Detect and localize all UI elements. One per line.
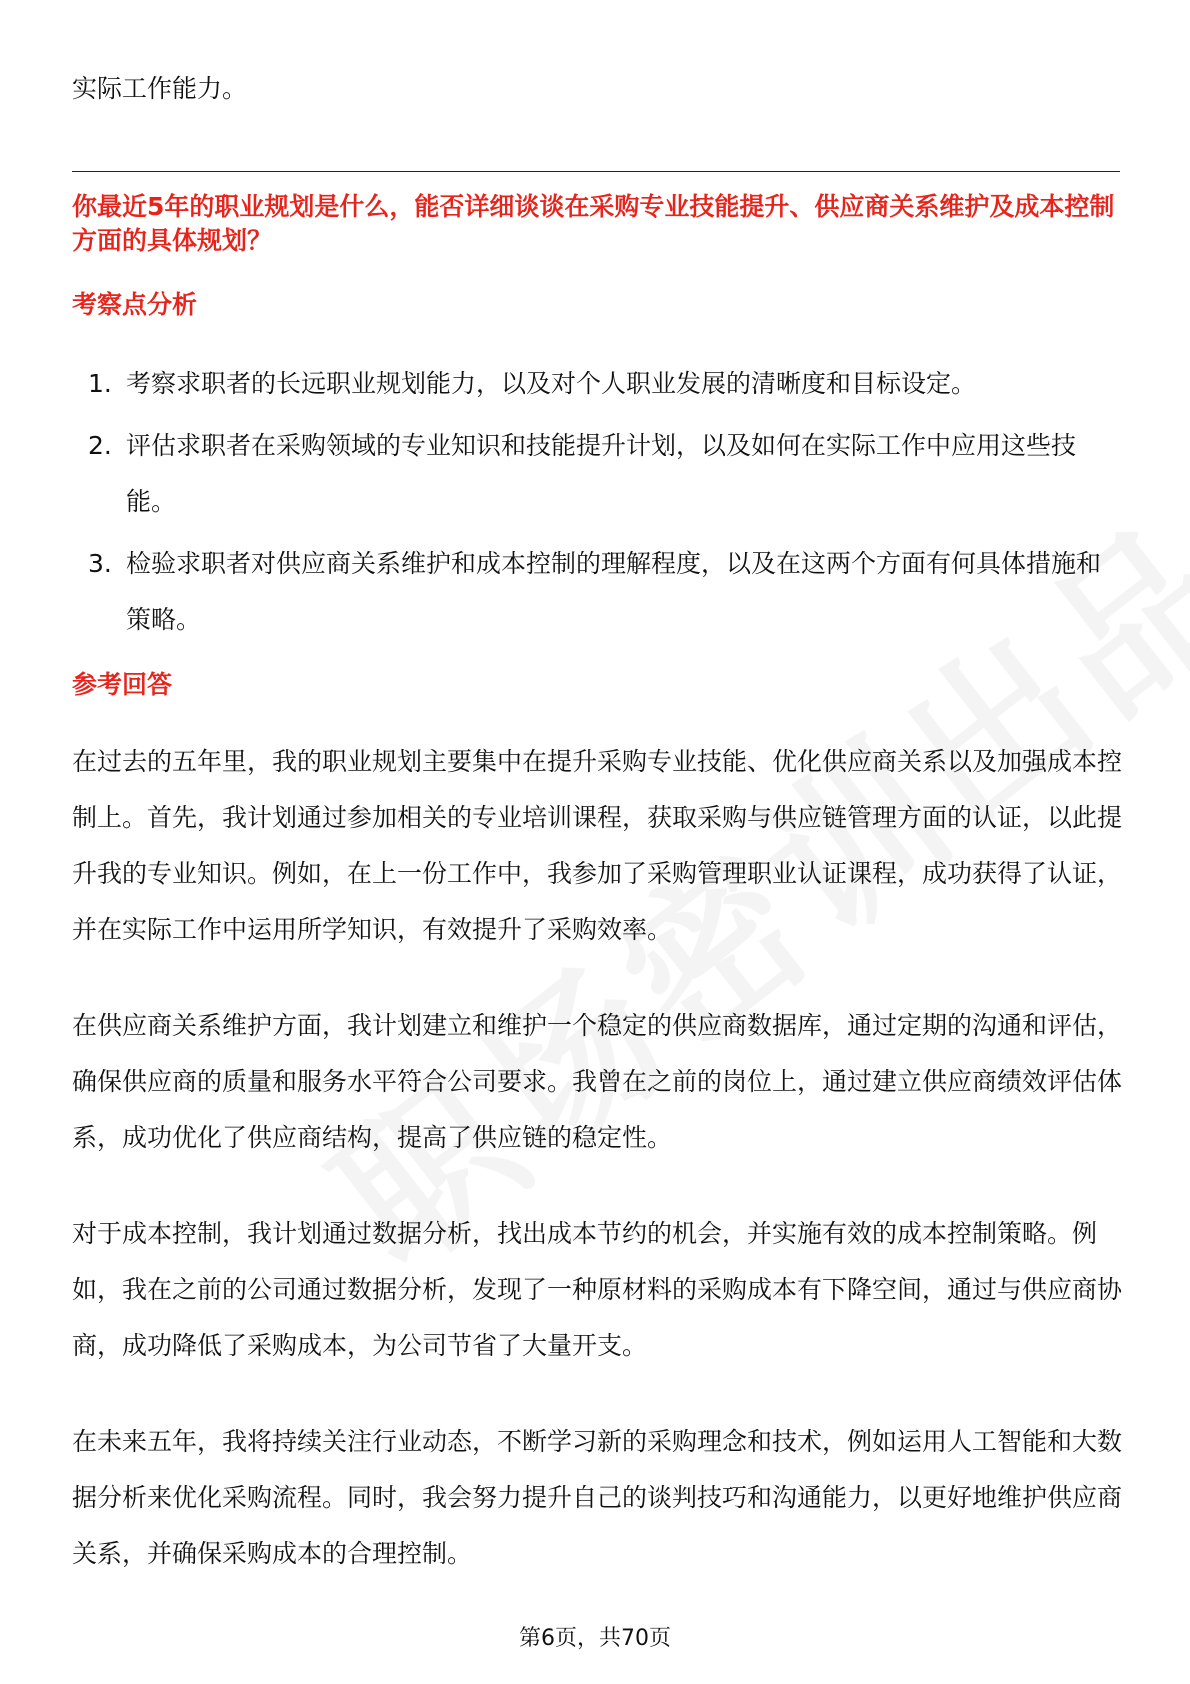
analysis-point	[72, 356, 1122, 412]
answer-paragraph: 在未来五年，我将持续关注行业动态，不断学习新的采购理念和技术，例如运用人工智能和大数据分析来优化采购流程。同时，我会努力提升自己的谈判技巧和沟通能力，以更好地维护供应商关系，并确保采购成本的合理控制。	[72, 1427, 1123, 1568]
analysis-point	[72, 536, 1122, 648]
analysis-point	[72, 418, 1122, 530]
page-number-footer: 第6页，共70页	[519, 1626, 671, 1651]
point-text: 检验求职者对供应商关系维护和成本控制的理解程度，以及在这两个方面有何具体措施和策略。	[126, 549, 1102, 634]
point-number: 1.	[88, 369, 112, 398]
continuation-text: 实际工作能力。	[72, 74, 248, 103]
point-number: 3.	[88, 549, 112, 578]
answer-body	[72, 734, 1122, 1622]
analysis-heading: 考察点分析	[72, 290, 198, 319]
section-divider	[72, 171, 1120, 172]
point-text: 考察求职者的长远职业规划能力，以及对个人职业发展的清晰度和目标设定。	[126, 369, 977, 398]
question-heading: 你最近5年的职业规划是什么，能否详细谈谈在采购专业技能提升、供应商关系维护及成本控制方面的具体规划？	[72, 192, 1115, 255]
answer-paragraph: 在供应商关系维护方面，我计划建立和维护一个稳定的供应商数据库，通过定期的沟通和评估，确保供应商的质量和服务水平符合公司要求。我曾在之前的岗位上，通过建立供应商绩效评估体系，成功优化了供应商结构，提高了供应链的稳定性。	[72, 1011, 1123, 1152]
answer-heading: 参考回答	[72, 670, 173, 699]
answer-paragraph: 在过去的五年里，我的职业规划主要集中在提升采购专业技能、优化供应商关系以及加强成本控制上。首先，我计划通过参加相关的专业培训课程，获取采购与供应链管理方面的认证，以此提升我的专业知识。例如，在上一份工作中，我参加了采购管理职业认证课程，成功获得了认证，并在实际工作中运用所学知识，有效提升了采购效率。	[72, 747, 1123, 944]
analysis-points-list	[72, 356, 1122, 654]
point-text: 评估求职者在采购领域的专业知识和技能提升计划，以及如何在实际工作中应用这些技能。	[126, 431, 1077, 516]
answer-paragraph: 对于成本控制，我计划通过数据分析，找出成本节约的机会，并实施有效的成本控制策略。例如，我在之前的公司通过数据分析，发现了一种原材料的采购成本有下降空间，通过与供应商协商，成功降低了采购成本，为公司节省了大量开支。	[72, 1219, 1123, 1360]
point-number: 2.	[88, 431, 112, 460]
